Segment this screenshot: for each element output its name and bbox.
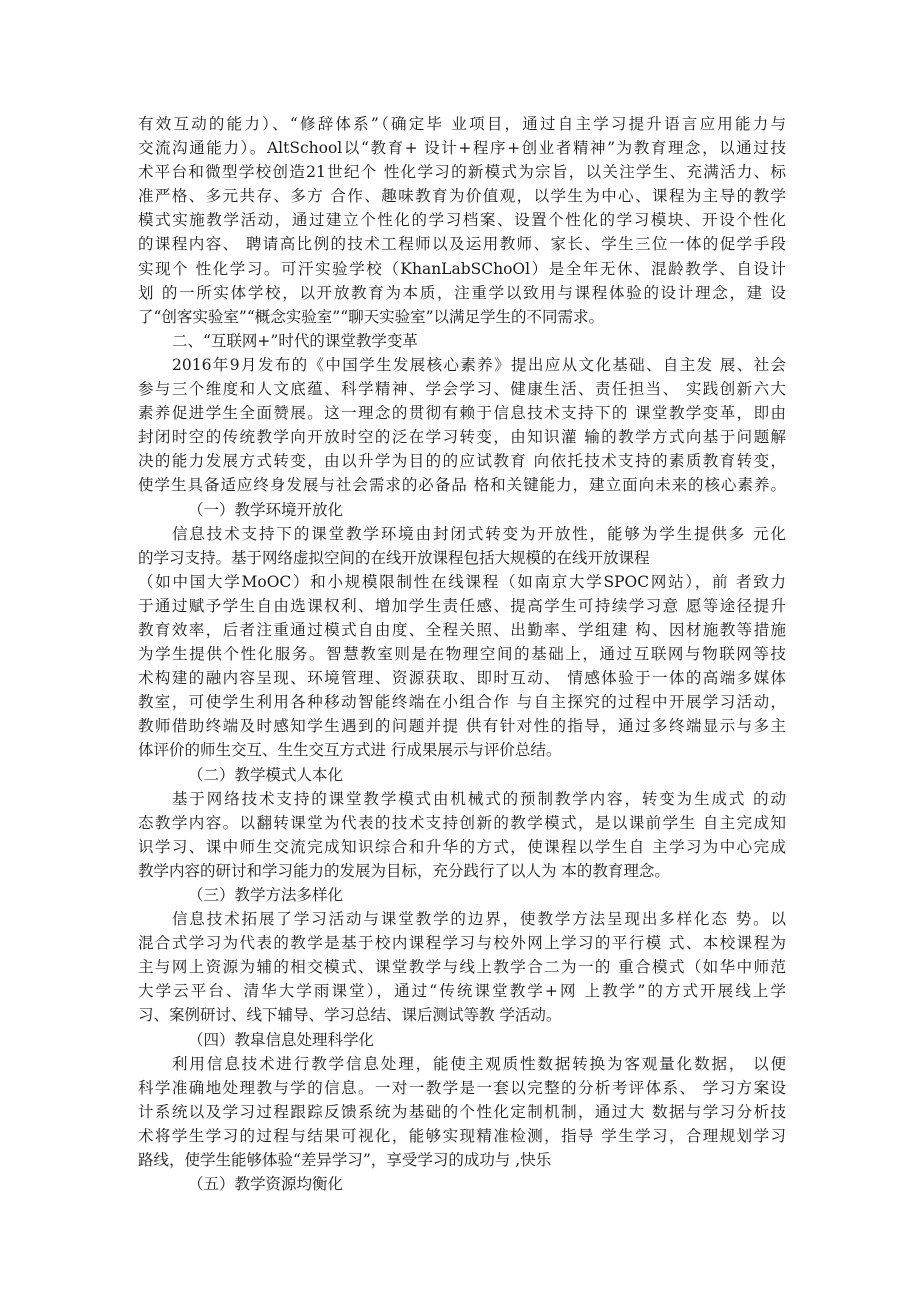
subsection-heading: （一）教学环境开放化: [188, 500, 344, 519]
paragraph-first-line: 信息技术支持下的课堂教学环境由封闭式转变为开放性，能够为学生提供多 元化: [172, 524, 786, 543]
subsection-heading: （二）教学模式人本化: [188, 765, 344, 784]
body-text-line: 态教学内容。以翻转课堂为代表的技术支持创新的教学模式，是以课前学生 自主完成知: [138, 813, 786, 832]
body-text-line: （如中国大学MoOC）和小规模限制性在线课程（如南京大学SPOC网站），前 者致力: [138, 572, 786, 591]
body-text-line: 术平台和微型学校创造21世纪个 性化学习的新模式为宗旨，以关注学生、充满活力、标: [138, 163, 786, 182]
body-text-line: 封闭时空的传统教学向开放时空的泛在学习转变，由知识灌 输的教学方式向基于问题解: [138, 428, 786, 447]
body-text-line: 准严格、多元共存、多方 合作、趣味教育为价值观，以学生为中心、课程为主导的教学: [138, 187, 786, 206]
body-text-line: 大学云平台、清华大学雨课堂），通过“传统课堂教学+网 上教学”的方式开展线上学: [138, 982, 786, 1001]
paragraph-last-line: 了“创客实验室”“概念实验室”“聊天实验室”以满足学生的不同需求。: [138, 307, 605, 326]
body-text-line: 于通过赋予学生自由选课权利、增加学生责任感、提高学生可持续学习意 愿等途径提升: [138, 596, 786, 615]
paragraph-first-line: 基于网络技术支持的课堂教学模式由机械式的预制教学内容，转变为生成式 的动: [172, 789, 786, 808]
body-text-line: 混合式学习为代表的教学是基于校内课程学习与校外网上学习的平行模 式、本校课程为: [138, 934, 786, 953]
body-text-line: 有效互动的能力）、“修辞体系”（确定毕 业项目，通过自主学习提升语言应用能力与: [138, 115, 786, 133]
body-text-line: 教师借助终端及时感知学生遇到的问题并提 供有针对性的指导，通过多终端显示与多主: [138, 717, 786, 736]
body-text-line: 教室，可使学生利用各种移动智能终端在小组合作 与自主探究的过程中开展学习活动，: [138, 693, 786, 712]
section-heading: 二、“互联网+”时代的课堂教学变革: [172, 331, 418, 350]
body-text-line: 科学准确地处理教与学的信息。一对一教学是一套以完整的分析考评体系、 学习方案设: [138, 1078, 786, 1097]
body-text-line: 交流沟通能力）。AltSchool以“教育+ 设计+程序+创业者精神”为教育理念，以通过技: [138, 139, 786, 158]
body-text-line: 模式实施教学活动，通过建立个性化的学习档案、设置个性化的学习模块、开设个性化: [138, 211, 786, 230]
body-text-line: 识学习、课中师生交流完成知识综合和升华的方式，使课程以学生自 主学习为中心完成: [138, 837, 786, 856]
subsection-heading: （四）教皐信息处理科学化: [188, 1030, 375, 1049]
body-text-line: 的课程内容、 聘请高比例的技术工程师以及运用教师、家长、学生三位一体的促学手段: [138, 235, 786, 254]
paragraph-first-line: 信息技术拓展了学习活动与课堂教学的边界，使教学方法呈现出多样化态 势。以: [172, 910, 786, 929]
paragraph-last-line: 教学内容的研讨和学习能力的发展为目标，充分践行了以人为 本的教育理念。: [138, 861, 670, 880]
paragraph-first-line: 2016年9月发布的《中国学生发展核心素养》提出应从文化基础、自主发 展、社会: [172, 355, 786, 374]
body-text-line: 计系统以及学习过程跟踪反馈系统为基础的个性化定制机制，通过大 数据与学习分析技: [138, 1102, 786, 1121]
document-body: [138, 112, 786, 1196]
paragraph-first-line: 利用信息技术进行教学信息处理，能使主观质性数据转换为客观量化数据， 以便: [172, 1054, 786, 1073]
body-text-line: 决的能力发展方式转变，由以升学为目的的应试教育 向依托技术支持的素质教育转变，: [138, 452, 786, 471]
paragraph-last-line: 路线，使学生能够体验“差异学习”，享受学习的成功与 ,快乐: [138, 1151, 552, 1170]
body-text-line: 为学生提供个性化服务。智慧教室则是在物理空间的基础上，通过互联网与物联网等技: [138, 645, 786, 664]
paragraph-last-line: 习、案例研讨、线下辅导、学习总结、课后测试等教 学活动。: [138, 1006, 562, 1025]
body-text-line: 划 的一所实体学校，以开放教育为本质，注重学以致用与课程体验的设计理念，建 设: [138, 283, 786, 302]
subsection-heading: （五）教学资源均衡化: [188, 1175, 344, 1194]
body-text-line: 参与三个维度和人文底蕴、科学精神、学会学习、健康生活、责任担当、 实践创新六大: [138, 380, 786, 399]
body-text-line: 素养促进学生全面赞展。这一理念的贯彻有赖于信息技术支持下的 课堂教学变革，即由: [138, 404, 786, 423]
subsection-heading: （三）教学方法多样化: [188, 886, 344, 904]
body-text-line: 教育效率，后者注重通过模式自由度、全程关照、出勤率、学组建 构、因材施教等措施: [138, 620, 786, 639]
body-text-line: 术将学生学习的过程与结果可视化，能够实现精准检测，指导 学生学习，合理规划学习: [138, 1126, 786, 1145]
paragraph-last-line: 的学习支持。基于网络虚拟空间的在线开放课程包括大规模的在线开放课程: [138, 548, 650, 567]
body-text-line: 实现个 性化学习。可汗实验学校（KhanLabSChoOl）是全年无休、混龄教学、自设计: [138, 259, 786, 278]
body-text-line: 主与网上资源为辅的相交模式、课堂教学与线上教学合二为一的 重合模式（如华中师范: [138, 958, 786, 977]
body-text-line: 使学生具备适应终身发展与社会需求的必备品 格和关键能力，建立面向未来的核心素养。: [138, 476, 786, 495]
paragraph-last-line: 体评价的师生交互、生生交互方式进 行成果展示与评价总结。: [138, 741, 562, 760]
body-text-line: 术构建的融内容呈现、环境管理、资源获取、即时互动、 情感体验于一体的高端多媒体: [138, 669, 786, 688]
